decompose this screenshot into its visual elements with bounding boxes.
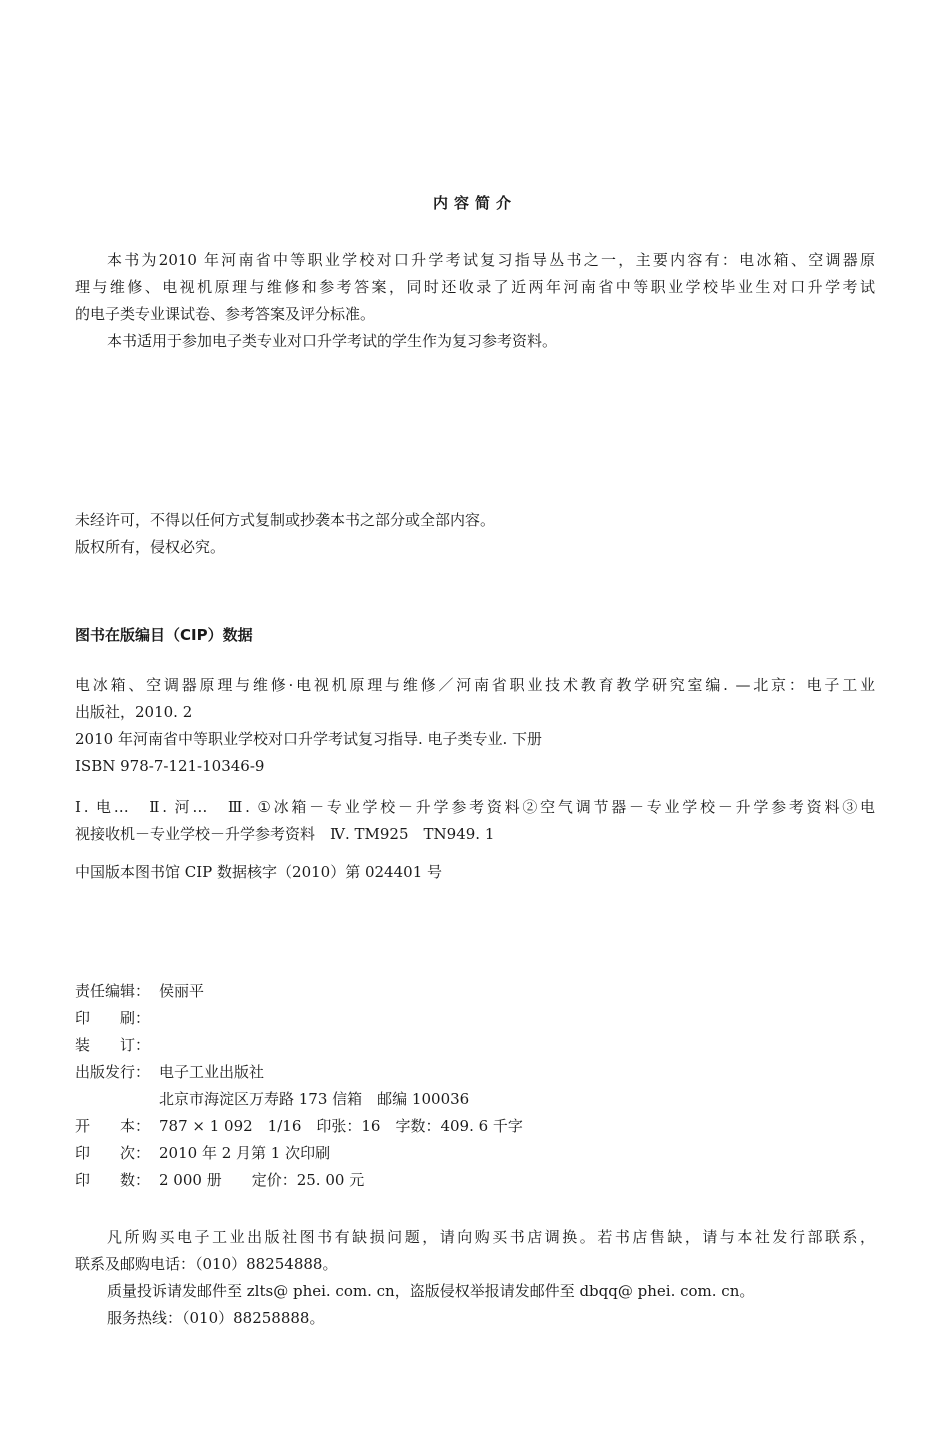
intro-title: 内容简介 — [432, 194, 517, 212]
imprint-format-value: 787 × 1 092 1/16 印张：16 字数：409. 6 千字 — [159, 1117, 523, 1135]
imprint-print-count-value: 2 000 册 定价：25. 00 元 — [159, 1171, 365, 1189]
imprint-editor-label: 责任编辑： — [75, 982, 151, 1000]
cip-line-2: 出版社，2010. 2 — [75, 703, 193, 721]
imprint-format — [75, 1116, 523, 1136]
imprint-publisher — [75, 1062, 264, 1082]
notice-line-2: 联系及邮购电话：（010）88254888。 — [75, 1255, 338, 1273]
intro-paragraph-1-line-1: 本书为2010 年河南省中等职业学校对口升学考试复习指导丛书之一，主要内容有：电冰箱、空调器原 — [107, 251, 875, 269]
copyright-notice: 未经许可，不得以任何方式复制或抄袭本书之部分或全部内容。 — [75, 511, 496, 529]
imprint-print-count — [75, 1170, 364, 1190]
notice-complaint-email: 质量投诉请发邮件至 zlts@ phei. com. cn，盗版侵权举报请发邮件至 dbqq@ phei. com. cn。 — [107, 1282, 755, 1300]
imprint-binder-label: 装 订： — [75, 1036, 151, 1054]
cip-classification-line-1: Ⅰ. 电… Ⅱ. 河… Ⅲ. ①冰箱－专业学校－升学参考资料②空气调节器－专业学校－升学参考资料③电 — [75, 798, 875, 816]
imprint-print-count-label: 印 数： — [75, 1171, 151, 1189]
imprint-publisher-label: 出版发行： — [75, 1063, 151, 1081]
imprint-format-label: 开 本： — [75, 1117, 151, 1135]
imprint-address: 北京市海淀区万寿路 173 信箱 邮编 100036 — [159, 1090, 470, 1108]
imprint-printer — [75, 1008, 159, 1028]
intro-paragraph-1-line-2: 理与维修、电视机原理与维修和参考答案，同时还收录了近两年河南省中等职业学校毕业生对口升学考试 — [75, 278, 875, 296]
imprint-editor — [75, 981, 204, 1001]
cip-isbn: ISBN 978-7-121-10346-9 — [75, 757, 265, 775]
imprint-edition — [75, 1143, 330, 1163]
cip-heading: 图书在版编目（CIP）数据 — [75, 626, 253, 644]
imprint-printer-label: 印 刷： — [75, 1009, 151, 1027]
imprint-editor-value: 侯丽平 — [159, 982, 205, 1000]
cip-line-1: 电冰箱、空调器原理与维修·电视机原理与维修／河南省职业技术教育教学研究室编. —北京：电子工业 — [75, 676, 875, 694]
cip-record-number: 中国版本图书馆 CIP 数据核字（2010）第 024401 号 — [75, 863, 443, 881]
notice-line-1: 凡所购买电子工业出版社图书有缺损问题，请向购买书店调换。若书店售缺，请与本社发行部联系， — [107, 1228, 875, 1246]
notice-service-hotline: 服务热线：（010）88258888。 — [107, 1309, 325, 1327]
intro-paragraph-1-line-3: 的电子类专业课试卷、参考答案及评分标准。 — [75, 305, 376, 323]
imprint-edition-value: 2010 年 2 月第 1 次印刷 — [159, 1144, 331, 1162]
copyright-rights: 版权所有，侵权必究。 — [75, 538, 226, 556]
intro-paragraph-2: 本书适用于参加电子类专业对口升学考试的学生作为复习参考资料。 — [107, 332, 558, 350]
imprint-edition-label: 印 次： — [75, 1144, 151, 1162]
imprint-binder — [75, 1035, 159, 1055]
cip-classification-line-2: 视接收机－专业学校－升学参考资料 Ⅳ. TM925 TN949. 1 — [75, 825, 495, 843]
cip-line-3: 2010 年河南省中等职业学校对口升学考试复习指导. 电子类专业. 下册 — [75, 730, 543, 748]
imprint-publisher-value: 电子工业出版社 — [159, 1063, 265, 1081]
